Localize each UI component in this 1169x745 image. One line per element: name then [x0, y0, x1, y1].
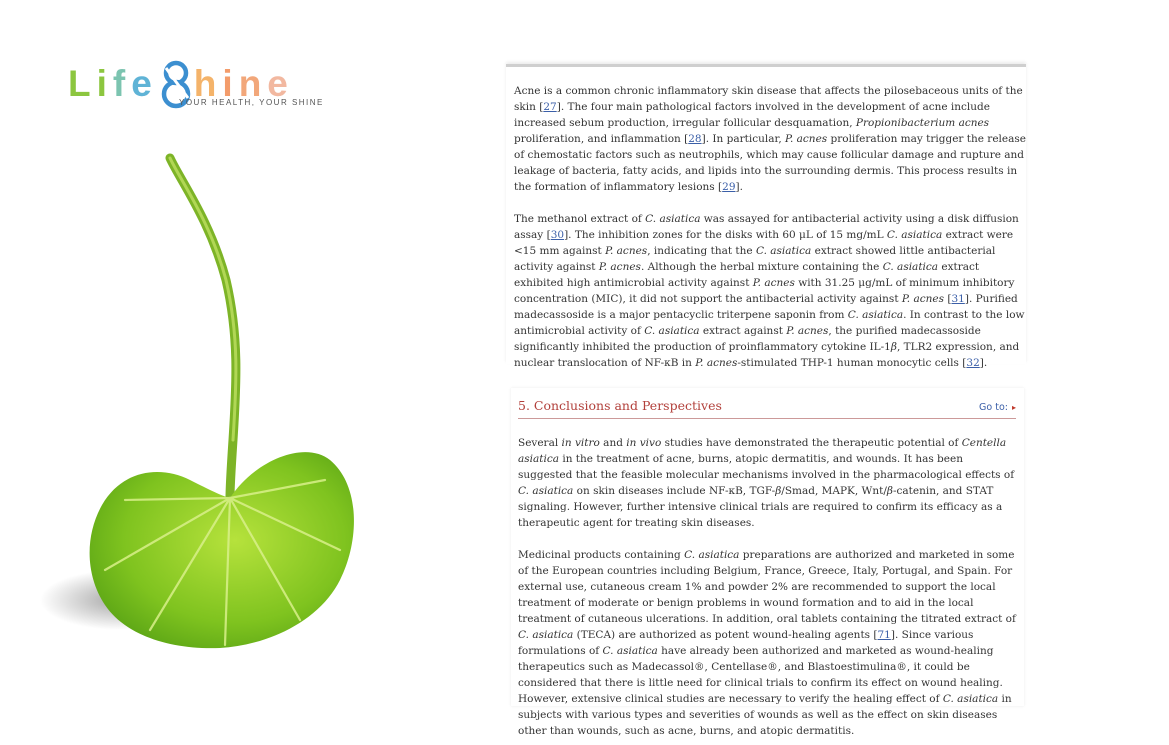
citation-link[interactable]: [27] [539, 101, 561, 113]
text-run: was assayed for antibacterial activity using a disk diffusion assay [514, 213, 1019, 241]
italic-term: C. asiatica [882, 261, 939, 273]
text-run: Acne is a common chronic inflammatory skin disease that affects the pilosebaceous units of the skin [514, 85, 1023, 113]
text-run: extract were <15 mm against [514, 229, 1014, 257]
text-run: . Although the herbal mixture containing the [640, 261, 883, 273]
italic-term: P. acnes [695, 357, 738, 369]
text-run: extract against [699, 325, 787, 337]
citation-link[interactable]: [29] [718, 181, 740, 193]
italic-term: C. asiatica [518, 485, 574, 497]
italic-term: C. asiatica [602, 645, 658, 657]
logo-letter-n: n [238, 63, 268, 104]
text-run: have already been authorized and marketed as wound-healing therapeutics such as Madecassol®, Centellase®, and Blastoestimulina®, it could be considered that there is little need for clinical trials to confirm its effect on wound healing. However, extensive clinical studies are necessary to verify the healing effect of [518, 645, 1003, 705]
citation-number[interactable]: 29 [722, 181, 736, 193]
text-run: in subjects with various types and severities of wounds as well as the effect on skin diseases other than wounds, such as acne, burns, and atopic dermatitis. [518, 693, 1012, 737]
italic-term: β [775, 485, 782, 497]
citation-number[interactable]: 71 [877, 629, 891, 641]
text-run: preparations are authorized and marketed in some of the European countries including Belgium, France, Greece, Italy, Portugal, and Spain. For external use, cutaneous cream 1% and powder 2% are recommended to support the local treatment of moderate or benign problems in wound formation and to aid in the local treatment of cutaneous ulcerations. In addition, oral tablets containing the titrated extract of [518, 549, 1016, 625]
italic-term: in vivo [626, 437, 662, 449]
text-run: extract exhibited high antimicrobial activity against [514, 261, 980, 289]
italic-term: C. asiatica [644, 325, 700, 337]
italic-term: C. asiatica [645, 213, 701, 225]
text-run: . [739, 181, 743, 193]
italic-term: C. asiatica [886, 229, 943, 241]
logo-tagline: YOUR HEALTH, YOUR SHINE [179, 98, 324, 107]
text-run: . Purified madecassoside is a major pentacyclic triterpene saponin from [514, 293, 1018, 321]
text-run: and [599, 437, 627, 449]
logo-letter-h: h [193, 63, 223, 104]
italic-term: C. asiatica [684, 549, 740, 561]
italic-term: Propionibacterium acnes [855, 117, 990, 129]
text-run: Several [518, 437, 562, 449]
text-run: . [983, 357, 988, 369]
text-run: (TECA) are authorized as potent wound-healing agents [573, 629, 874, 641]
italic-term: β [890, 341, 897, 353]
logo-letter-L: L [68, 63, 97, 104]
text-run: /Smad, MAPK, Wnt/ [781, 485, 887, 497]
section-header [518, 398, 1016, 419]
goto-arrow-icon: ▸ [1011, 403, 1016, 412]
italic-term: C. asiatica [942, 693, 999, 705]
citation-number[interactable]: 28 [688, 133, 702, 145]
lifeshine-logo [68, 40, 338, 110]
text-run: , TLR2 expression, and nuclear translocation of NF-κB in [514, 341, 1020, 369]
text-run: -stimulated THP-1 human monocytic cells [737, 357, 963, 369]
italic-term: P. acnes [752, 277, 795, 289]
section-title: 5. Conclusions and Perspectives [518, 398, 722, 413]
italic-term: C. asiatica [755, 245, 812, 257]
text-run: extract showed little antibacterial activity against [514, 245, 996, 273]
article-excerpt-conclusions [511, 388, 1024, 737]
logo-letter-e2: e [267, 63, 294, 104]
logo-letter-i2: i [222, 63, 239, 104]
text-run: -catenin, and STAT signaling. However, further intensive clinical trials are required to confirm its efficacy as a therapeutic agent for treating skin diseases. [518, 485, 1003, 529]
text-run: studies have demonstrated the therapeutic potential of [661, 437, 962, 449]
italic-term: P. acnes [605, 245, 648, 257]
italic-term: P. acnes [901, 293, 944, 305]
italic-term: in vitro [561, 437, 600, 449]
text-run: , the purified madecassoside significantly inhibited the production of proinflammatory cytokine IL-1 [514, 325, 981, 353]
italic-term: P. acnes [785, 133, 828, 145]
text-run: The methanol extract of [514, 213, 646, 225]
citation-number[interactable]: 30 [550, 229, 565, 241]
text-run: . In particular, [705, 133, 786, 145]
text-run: . The four main pathological factors involved in the development of acne include increased sebum production, irregular follicular desquamation, [514, 101, 990, 129]
citation-link[interactable]: [71] [873, 629, 895, 641]
paragraph-antibacterial-activity [514, 211, 1026, 371]
citation-link[interactable]: [28] [684, 133, 706, 145]
text-run: proliferation may trigger the release of chemostatic factors such as neutrophils, which may cause follicular damage and rupture and leakage of bacteria, fatty acids, and lipids into the surrounding dermis. This process results in the formation of inflammatory lesions [514, 133, 1026, 193]
text-run: Medicinal products containing [518, 549, 685, 561]
italic-term: C. asiatica [518, 629, 574, 641]
article-excerpt-acne [506, 64, 1026, 369]
text-run: . Since various formulations of [518, 629, 974, 657]
italic-term: Centella asiatica [518, 437, 1007, 465]
citation-link[interactable]: [31] [947, 293, 969, 305]
logo-letter-f: f [112, 63, 132, 104]
goto-label: Go to: [979, 402, 1008, 413]
text-run: with 31.25 μg/mL of minimum inhibitory concentration (MIC), it did not support the antibacterial activity against [514, 277, 1015, 305]
citation-number[interactable]: 32 [966, 357, 980, 369]
text-run: , indicating that the [647, 245, 756, 257]
text-run: . In contrast to the low antimicrobial activity of [514, 309, 1025, 337]
text-run: . The inhibition zones for the disks with 60 μL of 15 mg/mL [568, 229, 887, 241]
paragraph-acne-overview [514, 83, 1026, 195]
citation-link[interactable]: [30] [546, 229, 569, 241]
paragraph-perspectives [518, 547, 1016, 739]
italic-term: β [886, 485, 893, 497]
logo-letter-e: e [131, 63, 158, 104]
paragraph-conclusions [518, 435, 1016, 531]
citation-number[interactable]: 27 [543, 101, 557, 113]
italic-term: C. asiatica [847, 309, 904, 321]
logo-letter-i: i [96, 63, 113, 104]
italic-term: P. acnes [598, 261, 641, 273]
text-run: on skin diseases include NF-κB, TGF- [573, 485, 776, 497]
italic-term: P. acnes [786, 325, 829, 337]
centella-leaf-image [30, 140, 380, 660]
citation-link[interactable]: [32] [962, 357, 984, 369]
text-run: in the treatment of acne, burns, atopic dermatitis, and wounds. It has been suggested that the feasible molecular mechanisms involved in the pharmacological effects of [518, 453, 1015, 481]
text-run: proliferation, and inflammation [514, 133, 685, 145]
goto-link[interactable] [979, 400, 1016, 416]
citation-number[interactable]: 31 [951, 293, 965, 305]
